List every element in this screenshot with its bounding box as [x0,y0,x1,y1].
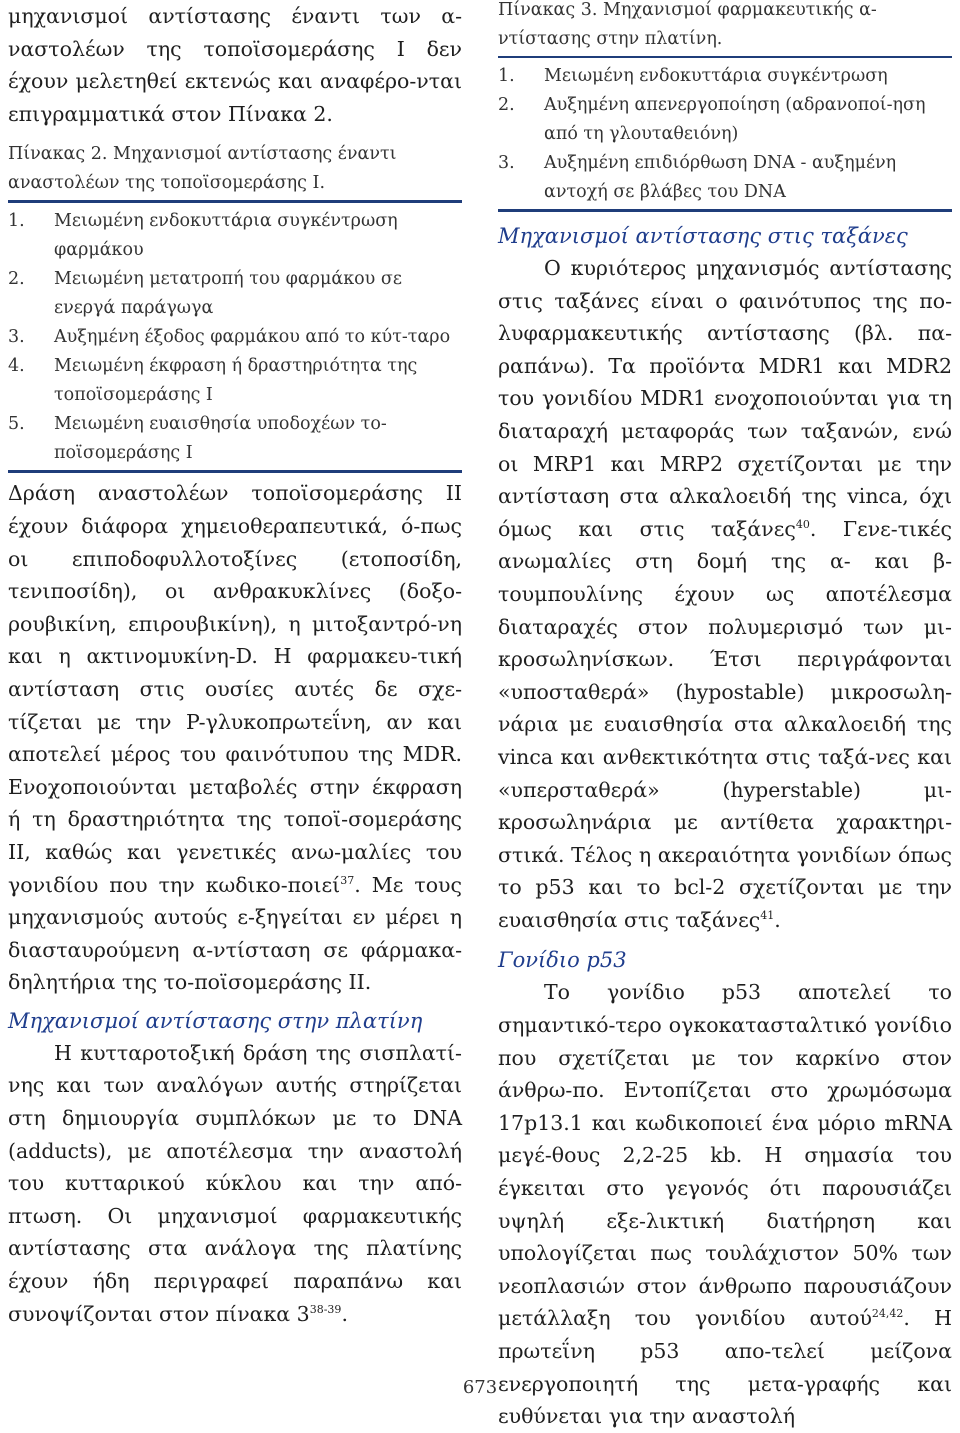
table3-item: 3. Αυξημένη επιδιόρθωση DNA - αυξημένη αντοχή σε βλάβες του DNA [498,153,897,202]
table3-item: 2. Αυξημένη απενεργοποίηση (αδρανοποί-ηση από τη γλουταθειόνη) [498,95,926,144]
table3-top-rule [498,56,952,58]
right-column [498,0,952,1433]
intro-paragraph: μηχανισμοί αντίστασης έναντι των α-ναστολέων της τοποϊσομεράσης Ι δεν έχουν μελετηθεί εκτενώς και αναφέρο-νται επιγραμματικά στον Πίνακα 2. [8,4,462,126]
table2-top-rule [8,200,462,203]
table2-item: 3. Αυξημένη έξοδος φαρμάκου από το κύτ-ταρο [8,327,451,348]
table2-caption: Πίνακας 2. Μηχανισμοί αντίστασης έναντι αναστολέων της τοποϊσομεράσης Ι. [8,144,397,194]
platinum-paragraph: Η κυτταροτοξική δράση της σισπλατί-νης και των αναλόγων αυτής στηρίζεται στη δημιουργία συμπλόκων με το DNA (adducts), με αποτέλεσμα την αναστολή του κυτταρικού κύκλου και την από-πτωση. Οι μηχανισμοί φαρμακευτικής αντίστασης στα ανάλογα της πλατίνης έχουν ήδη περιγραφεί παραπάνω και συνοψίζονται στον πίνακα 3$^{38-39}$. [8,1040,462,1326]
table3-item: 1. Μειωμένη ενδοκυττάρια συγκέντρωση [498,66,888,86]
section-heading-taxanes: Μηχανισμοί αντίστασης στις ταξάνες [498,224,908,248]
table2-item: 1. Μειωμένη ενδοκυττάρια συγκέντρωση φαρμάκου [8,211,398,261]
topoisomerase-ii-paragraph: Δράση αναστολέων τοποϊσομεράσης ΙΙ έχουν διάφορα χημειοθεραπευτικά, ό-πως οι επιποδοφυλλοτοξίνες (ετοποσίδη, τενιποσίδη), οι ανθρακυκλίνες (δοξο-ρουβικίνη, επιρουβικίνη), η μιτοξαντρό-νη και η ακτινομυκίνη-D. Η φαρμακευ-τική αντίσταση στις ουσίες αυτές δε σχε-τίζεται με την P-γλυκοπρωτεΐνη, αν και αποτελεί μέρος του φαινότυπου της MDR. Ενοχοποιούνται μεταβολές στην έκφραση ή τη δραστηριότητα της τοποϊ-σομεράσης ΙΙ, καθώς και γενετικές ανω-μαλίες του γονιδίου που την κωδικο-ποιεί$^{37}$. Με τους μηχανισμούς αυτούς ε-ξηγείται εν μέρει η διασταυρούμενη α-ντίσταση σε φάρμακα-δηλητήρια της το-ποϊσομεράσης ΙΙ. [8,481,462,995]
table2-item: 2. Μειωμένη μετατροπή του φαρμάκου σε ενεργά παράγωγα [8,269,402,319]
left-column [8,0,462,1330]
table3-caption: Πίνακας 3. Μηχανισμοί φαρμακευτικής α-ντίστασης στην πλατίνη. [498,0,877,49]
table2-item: 5. Μειωμένη ευαισθησία υποδοχέων το-ποϊσομεράσης Ι [8,414,387,464]
section-heading-p53: Γονίδιο p53 [498,948,627,973]
taxanes-paragraph: Ο κυριότερος μηχανισμός αντίστασης στις ταξάνες είναι ο φαινότυπος της πο-λυφαρμακευτικής αντίστασης (βλ. πα-ραπάνω). Τα προϊόντα MDR1 και MDR2 του γονιδίου MDR1 ενοχοποιούνται για τη διαταραχή μεταφοράς των ταξανών, ενώ οι MRP1 και MRP2 σχετίζονται με την αντίσταση στα αλκαλοειδή της vinca, όχι όμως και στις ταξάνες$^{40}$. Γενε-τικές ανωμαλίες στη δομή της α- και β-τουμπουλίνης έχουν ως αποτέλεσμα διαταραχές στον πολυμερισμό των μι-κροσωληνίσκων. Έτσι περιγράφονται «υποσταθερά» (hypostable) μικροσωλη-νάρια με ευαισθησία στα αλκαλοειδή της vinca και ανθεκτικότητα στις ταξά-νες και «υπερσταθερά» (hyperstable) μι-κροσωληνάρια με αντίθετα χαρακτηρι-στικά. Τέλος η ακεραιότητα γονιδίων όπως το p53 και το bcl-2 σχετίζονται με την ευαισθησία στις ταξάνες$^{41}$. [498,256,952,932]
table2-bottom-rule [8,470,462,473]
table3-list [498,62,952,207]
page-number: 673 [462,1377,498,1398]
table2-item: 4. Μειωμένη έκφραση ή δραστηριότητα της τοποϊσομεράσης Ι [8,356,418,406]
section-heading-platinum: Μηχανισμοί αντίστασης στην πλατίνη [8,1008,423,1033]
table3-bottom-rule [498,209,952,212]
table2-list [8,207,462,468]
p53-paragraph: Το γονίδιο p53 αποτελεί το σημαντικό-τερο ογκοκατασταλτικό γονίδιο που σχετίζεται με τον καρκίνο στον άνθρω-πο. Εντοπίζεται στο χρωμόσωμα 17p13.1 και κωδικοποιεί ένα μόριο mRNA μεγέ-θους 2,2-25 kb. Η σημασία του έγκειται στο γεγονός ότι παρουσιάζει υψηλή εξε-λικτική διατήρηση και υπολογίζεται πως τουλάχιστον 50% των νεοπλασιών στον άνθρωπο παρουσιάζουν μετάλλαξη του γονιδίου αυτού$^{24,42}$. Η πρωτεΐνη p53 απο-τελεί μείζονα ενεργοποιητή της μετα-γραφής και ευθύνεται για την αναστολή [498,980,952,1429]
